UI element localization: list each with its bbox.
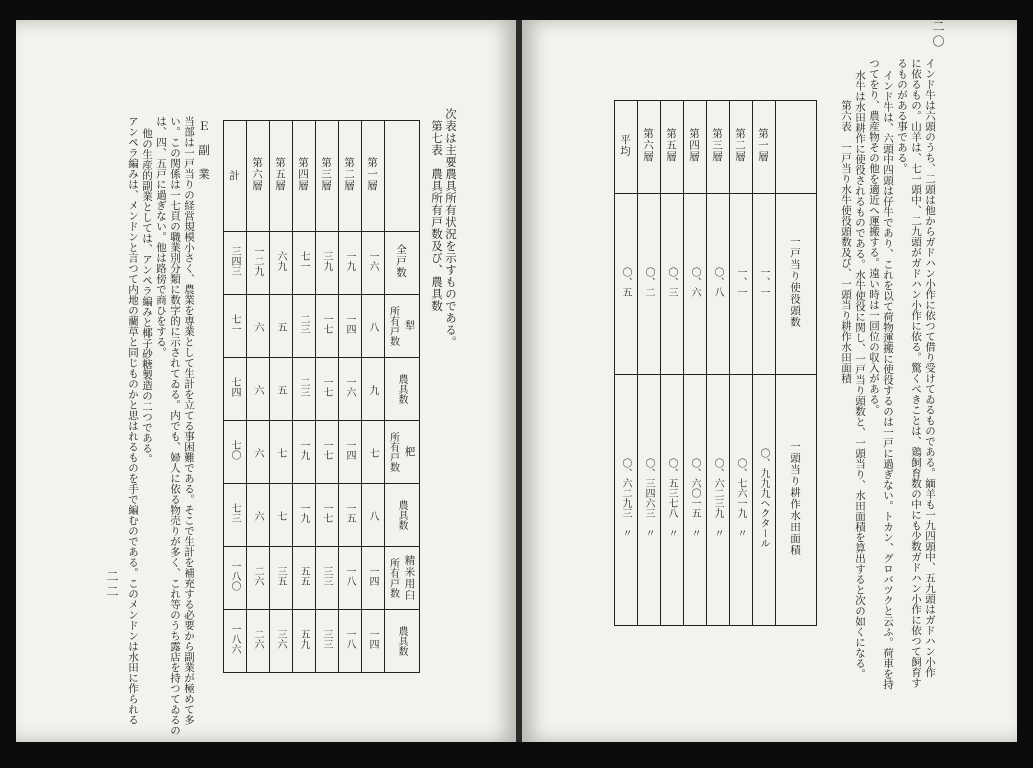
data-cell-text: 三五 [275,566,287,586]
stratum-label [661,101,684,194]
col1-header-text: 一戸当り使役頭数 [789,236,802,328]
data-cell [730,375,753,626]
data-cell [638,375,661,626]
stratum-label-text: 第三層 [711,127,724,163]
farm-tools-table [223,120,420,673]
data-cell-text: 一二九 [252,246,264,276]
data-cell-text: 二三 [298,314,310,334]
data-cell-text: 一八〇 [229,561,241,591]
stratum-label-text: 第二層 [734,127,747,163]
group-name: 精米用臼 [404,555,416,601]
stratum-label-text: 第五層 [274,156,287,192]
data-cell-text: 六 [252,321,264,332]
data-cell-text: 一五 [344,503,356,523]
data-cell [339,610,362,673]
data-cell-text: 一八六 [229,624,241,654]
data-cell-text: 一七 [321,314,333,334]
data-cell [707,194,730,375]
data-cell-text: 一四 [344,314,356,334]
body-line: るものがある事である。 [896,58,908,174]
data-cell-text: 〇、九九九ヘクタール [758,448,770,548]
data-cell-text: 一六 [344,377,356,397]
data-cell-text: 三六 [275,629,287,649]
group-row [224,547,420,610]
total-households-row [224,232,420,295]
body-line: つてをり、農産物その他を適近へ運搬する。遠い時は一回位の収入がある。 [868,58,880,415]
body-line: アンペラ編みは、メンドンと言つて内地の藺草と同じものかと思はれるものを手で編むのである。このメンドンは水田に作られる [127,116,139,725]
col1-header [776,194,817,375]
water-buffalo-table [614,100,817,626]
data-cell [270,358,293,421]
data-cell [224,484,247,547]
head-count-row [615,194,817,375]
stratum-label-text: 第四層 [297,156,310,192]
data-cell [224,610,247,673]
body-line: インド牛は、六頭中四頭は仔牛であり、これを以て荷物運搬に使役するのは一戸に過ぎない。トカン、グロバツクと云ふ。荷車を持 [882,70,894,690]
data-cell [661,375,684,626]
data-cell-text: 七 [367,447,379,458]
body-line: は、四、五戸に過ぎない。他は路傍で商ひをする。 [155,116,167,358]
data-cell-text: 七 [275,447,287,458]
data-cell [362,547,385,610]
data-cell [339,358,362,421]
data-cell [247,484,270,547]
data-cell [224,232,247,295]
data-cell [339,484,362,547]
data-cell-text: 〇、二 [643,267,655,297]
data-cell [293,547,316,610]
page-number: 二二 [105,570,119,600]
data-cell-text: 六 [252,384,264,395]
stratum-label [270,121,293,232]
stratum-label [316,121,339,232]
stratum-label [339,121,362,232]
group-row [224,421,420,484]
stratum-label-text: 第六層 [251,156,264,192]
intro-line: 次表は主要農具所有状況を示すものである。 [444,108,458,348]
data-cell [339,295,362,358]
corner-cell [776,101,817,194]
data-cell [270,295,293,358]
data-cell-text: 三九 [321,251,333,271]
data-cell [615,194,638,375]
group-header [385,421,420,484]
total-header-text: 全戸数 [395,243,408,279]
data-cell-text: 〇、七六一九 〃 [735,458,747,538]
group-header [385,358,420,421]
data-cell-text: 一六 [367,251,379,271]
total-header [385,232,420,295]
table-caption: 第六表 一戸当り水牛使役頭数及び、一頭当り耕作水田面積 [840,100,852,384]
data-cell-text: 七〇 [229,440,241,460]
data-cell [339,547,362,610]
group-subheader: 所有戸数 [388,558,399,598]
data-cell-text: 三三 [321,629,333,649]
data-cell [270,484,293,547]
data-cell [362,358,385,421]
data-cell [247,421,270,484]
col2-header-text: 一頭当り耕作水田面積 [789,440,802,556]
data-cell [224,547,247,610]
data-cell [270,547,293,610]
data-cell-text: 一七 [321,440,333,460]
data-cell [316,484,339,547]
data-cell-text: 五五 [298,566,310,586]
data-cell [247,610,270,673]
stratum-label-text: 第六層 [642,127,655,163]
stratum-label [362,121,385,232]
data-cell-text: 七一 [298,251,310,271]
stratum-label [224,121,247,232]
data-cell-text: 九 [367,384,379,395]
group-row [224,295,420,358]
stratum-label-text: 平均 [619,133,632,157]
group-subheader: 農具数 [396,500,408,530]
stratum-label [684,101,707,194]
data-cell [316,358,339,421]
group-subheader: 所有戸数 [388,432,399,472]
data-cell [247,358,270,421]
data-cell [661,194,684,375]
data-cell [293,295,316,358]
data-cell [293,358,316,421]
data-cell-text: 〇、六二九三 〃 [620,458,632,538]
stratum-label-text: 第三層 [320,156,333,192]
paddy-area-row [615,375,817,626]
data-cell [362,295,385,358]
data-cell-text: 一四 [367,629,379,649]
data-cell-text: 〇、六 [689,267,701,297]
stratum-label [730,101,753,194]
stratum-label-text: 第二層 [343,156,356,192]
data-cell-text: 一九 [344,251,356,271]
data-cell [362,484,385,547]
section-heading: Ｅ 副 業 [197,120,211,180]
data-cell-text: 〇、五三七八 〃 [666,458,678,538]
table-caption: 第七表 農具所有戸数及び、農具数 [430,120,444,312]
data-cell [316,295,339,358]
data-cell-text: 〇、三四六三 〃 [643,458,655,538]
data-cell [293,484,316,547]
group-row [224,610,420,673]
data-cell-text: 八 [367,321,379,332]
data-cell-text: 一七 [321,503,333,523]
data-cell [247,232,270,295]
data-cell [339,232,362,295]
data-cell [638,194,661,375]
group-subheader: 農具数 [396,626,408,656]
data-cell-text: 〇、八 [712,267,724,297]
data-cell-text: 五九 [298,629,310,649]
data-cell-text: 三四三 [229,246,241,276]
stratum-label [615,101,638,194]
group-header [385,610,420,673]
data-cell-text: 七四 [229,377,241,397]
data-cell-text: 〇、六〇一五 〃 [689,458,701,538]
data-cell-text: 七三 [229,503,241,523]
data-cell-text: 三三 [321,566,333,586]
data-cell [753,375,776,626]
data-cell-text: 二三 [298,377,310,397]
body-line: インド牛は六頭のうち、二頭は他からガドハン小作に依つて借り受けてゐるものである。緬羊も一九四頭中、五九頭はガドハン小作 [924,58,936,678]
group-subheader: 農具数 [396,374,408,404]
body-line: に依るもの。山羊は、七一頭中、二九頭がガドハン小作に依る。驚くべきことは、鶏飼育数の中にも少数ガドハン小作に依つて飼育す [910,58,922,688]
data-cell [362,421,385,484]
group-header [385,484,420,547]
data-cell [224,358,247,421]
stratum-label-row [224,121,420,232]
data-cell-text: 一四 [367,566,379,586]
data-cell [293,232,316,295]
data-cell [224,295,247,358]
data-cell [293,610,316,673]
data-cell [339,421,362,484]
data-cell-text: 〇、六二三九 〃 [712,458,724,538]
left-page [16,20,516,742]
right-page [522,20,1017,742]
data-cell [707,375,730,626]
data-cell [316,610,339,673]
data-cell [270,421,293,484]
data-cell-text: 一、一 [758,267,770,297]
body-line: 水牛は水田耕作に使役されるものである。水牛使役に関し、一戸当り頭数と、一頭当り、水田面積を算出すると次の如くになる。 [854,70,866,679]
data-cell [684,194,707,375]
data-cell [270,610,293,673]
stratum-label [247,121,270,232]
body-line: 当部は一戸当りの経営規模小さく、農業を専業として生計を立てる事困難である。そこで生計を補充する必要から副業が極めて多 [183,116,195,725]
data-cell-text: 七 [275,510,287,521]
stratum-label-text: 第一層 [366,156,379,192]
stratum-label-text: 第一層 [757,127,770,163]
group-row [224,484,420,547]
data-cell [247,295,270,358]
data-cell [247,547,270,610]
data-cell-text: 一九 [298,440,310,460]
stratum-label [293,121,316,232]
data-cell [293,421,316,484]
group-name: 犁 [404,320,416,332]
data-cell-text: 五 [275,321,287,332]
data-cell-text: 五 [275,384,287,395]
data-cell-text: 一九 [298,503,310,523]
data-cell [615,375,638,626]
data-cell-text: 〇、五 [620,267,632,297]
data-cell-text: 二六 [252,629,264,649]
data-cell [316,547,339,610]
stratum-label-text: 第五層 [665,127,678,163]
body-line: い。この関係は一七頁の職業別分類に数字的に示されてゐる。内でも、婦人に依る物売りが多く、これ等のうち露店を持つてゐるの [169,116,181,736]
group-subheader: 所有戸数 [388,306,399,346]
stratum-label-text: 第四層 [688,127,701,163]
data-cell-text: 〇、三 [666,267,678,297]
data-cell [684,375,707,626]
stratum-label [707,101,730,194]
group-name: 杷 [404,446,416,458]
data-cell-text: 六 [252,447,264,458]
stratum-label-text: 計 [228,170,241,182]
data-cell-text: 六 [252,510,264,521]
data-cell [362,232,385,295]
body-line: 他の生産的副業としては、アンペラ編みと椰子砂糖製造の二つである。 [141,128,153,464]
data-cell-text: 六九 [275,251,287,271]
stratum-label [638,101,661,194]
data-cell [316,232,339,295]
data-cell-text: 一七 [321,377,333,397]
data-cell [753,194,776,375]
group-row [224,358,420,421]
data-cell [316,421,339,484]
data-cell-text: 一八 [344,566,356,586]
data-cell [270,232,293,295]
corner-cell [385,121,420,232]
data-cell-text: 一、一 [735,267,747,297]
col2-header [776,375,817,626]
group-header [385,547,420,610]
data-cell-text: 八 [367,510,379,521]
stratum-label [753,101,776,194]
data-cell-text: 一八 [344,629,356,649]
page-number: 二〇 [931,20,945,50]
group-header [385,295,420,358]
data-cell [730,194,753,375]
data-cell [224,421,247,484]
data-cell-text: 七一 [229,314,241,334]
data-cell-text: 二六 [252,566,264,586]
data-cell-text: 一四 [344,440,356,460]
stratum-label-row [615,101,817,194]
data-cell [362,610,385,673]
